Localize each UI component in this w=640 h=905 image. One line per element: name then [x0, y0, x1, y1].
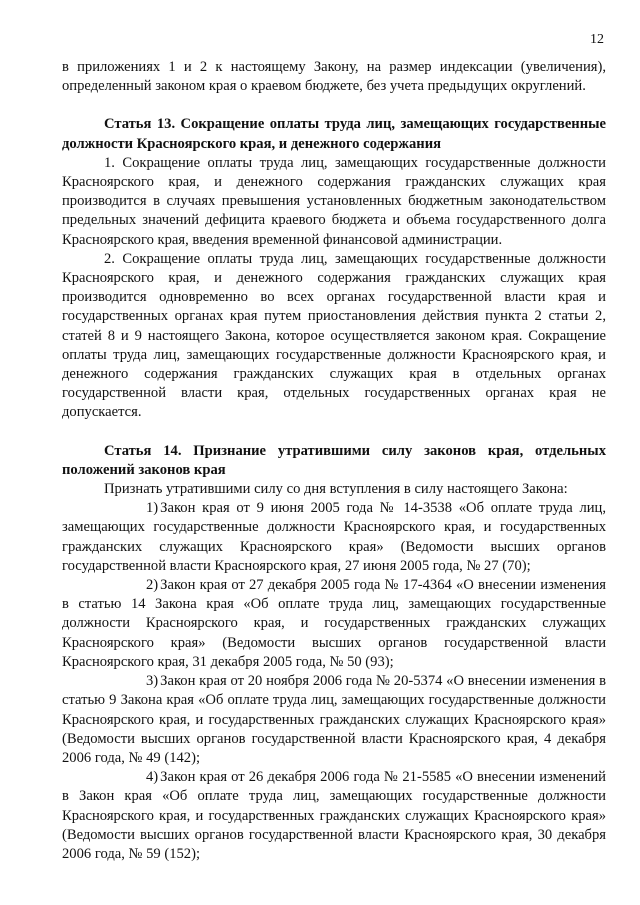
spacer [62, 96, 606, 115]
spacer [62, 423, 606, 442]
article-14-item [62, 499, 606, 576]
item-number: 3) [146, 673, 159, 690]
item-number: 2) [146, 577, 159, 594]
intro-paragraph: в приложениях 1 и 2 к настоящему Закону, на размер индексации (увеличения), определенный законом края о краевом бюджете, без учета предыдущих округлений. [62, 59, 606, 95]
item-number: 1) [146, 500, 159, 517]
item-text: Закон края от 9 июня 2005 года № 14-3538 «Об оплате труда лиц, замещающих государственные должности Красноярского края, и государственных гражданских служащих Красноярского края» (Ведомости высших органов государственной власти Красноярского края, 27 июня 2005 года, № 27 (70); [62, 500, 606, 574]
article-14-item [62, 672, 606, 768]
article-14-lead: Признать утратившими силу со дня вступления в силу настоящего Закона: [104, 481, 568, 498]
article-14-heading: Статья 14. Признание утратившими силу законов края, отдельных положений законов края [62, 442, 606, 478]
article-14-item [62, 768, 606, 864]
item-number: 4) [146, 769, 159, 786]
article-13-heading: Статья 13. Сокращение оплаты труда лиц, замещающих государственные должности Красноярского края, и денежного содержания [62, 116, 606, 152]
document-body [62, 58, 606, 864]
item-text: Закон края от 27 декабря 2005 года № 17-4364 «О внесении изменения в статью 14 Закона края «Об оплате труда лиц, замещающих государственные должности Красноярского края, и государственных гражданских служащих Красноярского края» (Ведомости высших органов государственной власти Красноярского края, 31 декабря 2005 года, № 50 (93); [62, 577, 606, 670]
article-13-paragraph-2: 2. Сокращение оплаты труда лиц, замещающих государственные должности Красноярского края, и денежного содержания гражданских служащих края производится одновременно во всех органах государственной власти края и государственных органах края путем приостановления действия пункта 2 статьи 2, статей 8 и 9 настоящего Закона, которое осуществляется законом края. Сокращение оплаты труда лиц, замещающих государственные должности Красноярского края, и денежного содержания гражданских служащих края в отдельных органах государственной власти края, отдельных государственных органах края не допускается. [62, 250, 606, 421]
article-14-item [62, 576, 606, 672]
article-13-paragraph-1: 1. Сокращение оплаты труда лиц, замещающих государственные должности Красноярского края, и денежного содержания гражданских служащих края производится в случаях превышения установленных бюджетным законодательством предельных значений дефицита краевого бюджета и объема государственного долга Красноярского края, введения временной финансовой администрации. [62, 154, 606, 248]
item-text: Закон края от 26 декабря 2006 года № 21-5585 «О внесении изменений в Закон края «Об оплате труда лиц, замещающих государственные должности Красноярского края, и государственных гражданских служащих Красноярского края» (Ведомости высших органов государственной власти Красноярского края, 30 декабря 2006 года, № 59 (152); [62, 769, 606, 862]
page-number: 12 [590, 32, 604, 47]
item-text: Закон края от 20 ноября 2006 года № 20-5374 «О внесении изменения в статью 9 Закона края «Об оплате труда лиц, замещающих государственные должности Красноярского края, и государственных гражданских служащих Красноярского края» (Ведомости высших органов государственной власти Красноярского края, 4 декабря 2006 года, № 49 (142); [62, 673, 606, 766]
